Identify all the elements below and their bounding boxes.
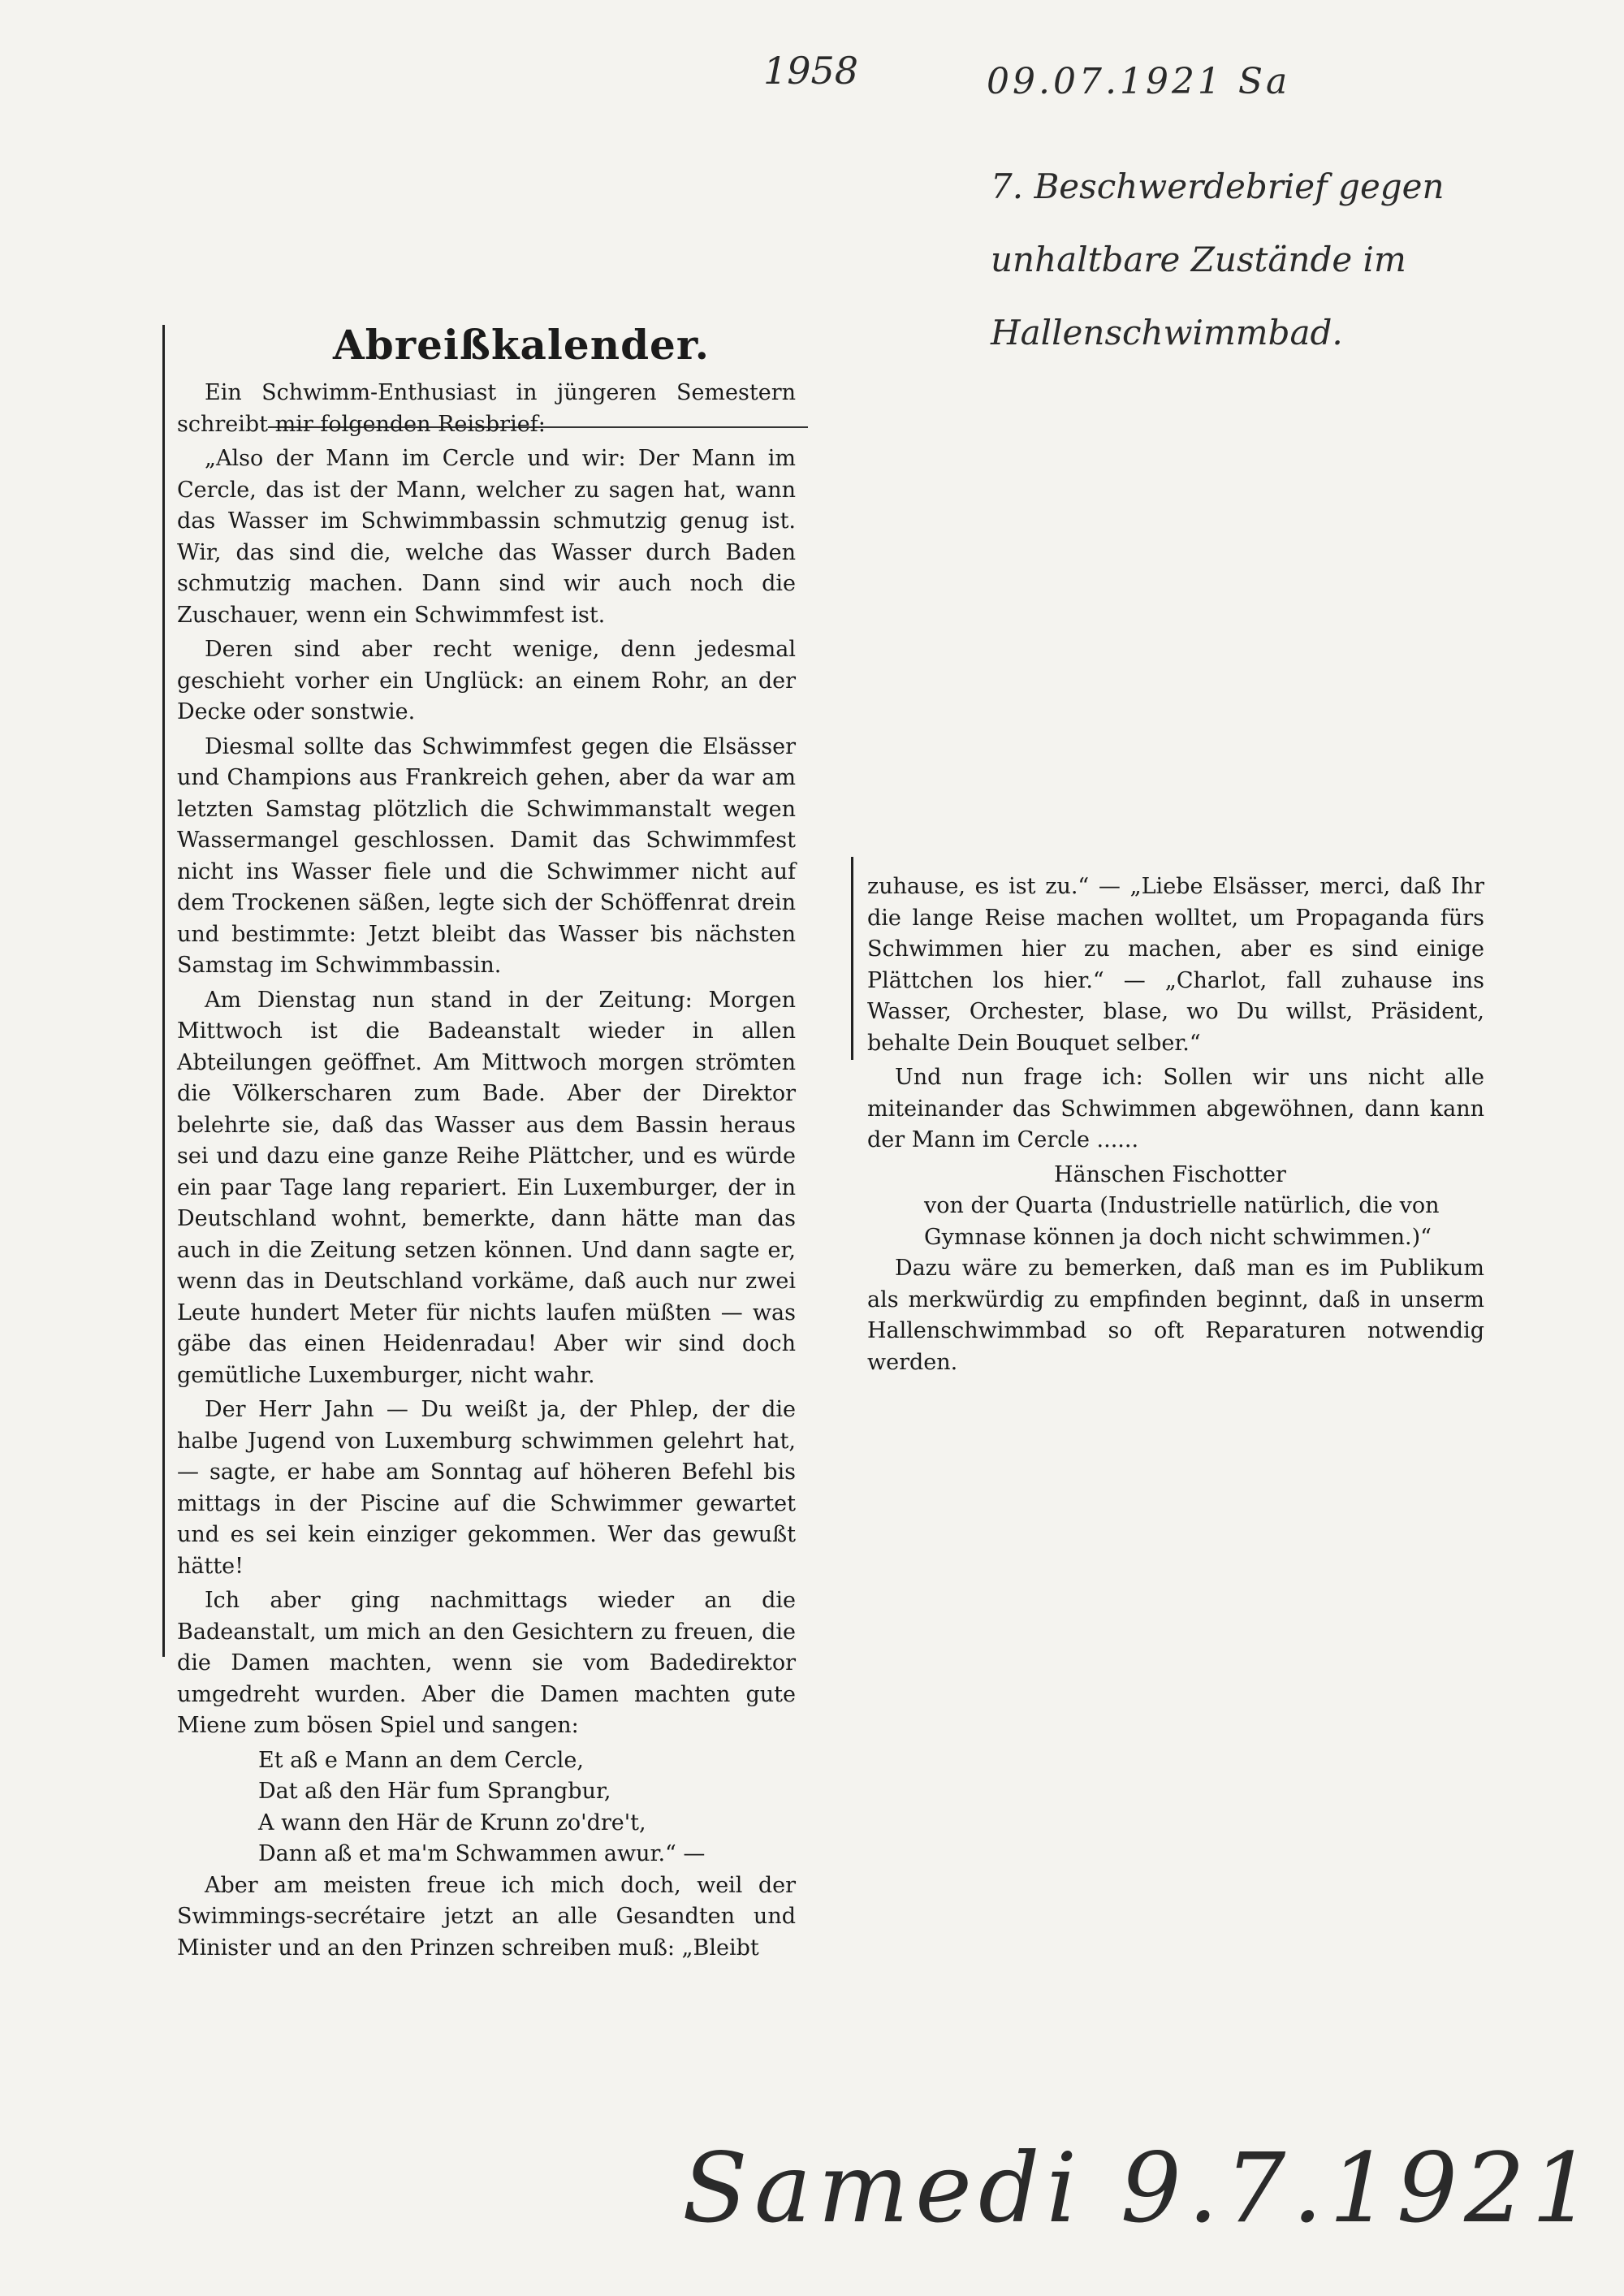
article-paragraph: Am Dienstag nun stand in der Zeitung: Morgen Mittwoch ist die Badeanstalt wieder in allen Abteilungen geöffnet. Am Mittwoch morgen strömten die Völkerscharen zum Bade. Aber der Direktor belehrte sie, daß das Wasser aus dem Bassin heraus sei und dazu eine ganze Reihe Plättcher, und es würde ein paar Tage lang repariert. Ein Luxemburger, der in Deutschland wohnt, bemerkte, dann hätte man das auch in die Zeitung setzen können. Und dann sagte er, wenn das in Deutschland vorkäme, daß auch nur zwei Leute hundert Meter für nichts laufen müßten — was gäbe das einen Heidenradau! Aber wir sind doch gemütliche Luxemburger, nicht wahr. [177,987,796,1388]
signature-block [867,1160,1484,1254]
handwritten-reference-number: 1958 [763,49,859,93]
clipping-left-border [162,325,165,1657]
verse-line: A wann den Här de Krunn zo'dre't, [258,1810,646,1836]
article-left-column [177,378,796,1967]
signature-name: Hänschen Fischotter [1054,1161,1286,1187]
verse-line: Et aß e Mann an dem Cercle, [258,1747,584,1773]
handwritten-footer-date: Samedi 9.7.1921 [682,2132,1600,2244]
verse-line: Dann aß et ma'm Schwammen awur.“ — [258,1841,706,1866]
signature-text: von der Quarta (Industrielle natürlich, die von Gymnase können ja doch nicht schwimmen.)“ [924,1193,1440,1250]
article-paragraph: Der Herr Jahn — Du weißt ja, der Phlep, der die halbe Jugend von Luxemburg schwimmen gelehrt hat, — sagte, er habe am Sonntag auf höheren Befehl bis mittags in der Piscine auf die Schwimmer gewartet und es sei kein einziger gekommen. Wer das gewußt hätte! [177,1397,796,1579]
handwritten-note [991,150,1608,370]
article-paragraph: Diesmal sollte das Schwimmfest gegen die Elsässer und Champions aus Frankreich gehen, aber da war am letzten Samstag plötzlich die Schwimmanstalt wegen Wassermangel geschlossen. Damit das Schwimmfest nicht ins Wasser fiele und die Schwimmer nicht auf dem Trockenen säßen, legte sich der Schöffenrat drein und bestimmte: Jetzt bleibt das Wasser bis nächsten Samstag im Schwimmbassin. [177,733,796,978]
article-paragraph: zuhause, es ist zu.“ — „Liebe Elsässer, merci, daß Ihr die lange Reise machen wolltet, um Propaganda fürs Schwimmen hier zu machen, aber es sind einige Plättchen los hier.“ — „Charlot, fall zuhause ins Wasser, Orchester, blase, wo Du willst, Präsident, behalte Dein Bouquet selber.“ [867,874,1484,1056]
article-paragraph: Und nun frage ich: Sollen wir uns nicht alle miteinander das Schwimmen abgewöhnen, dann kann der Mann im Cercle ...... [867,1065,1484,1152]
song-verse [177,1745,796,1870]
article-paragraph: „Also der Mann im Cercle und wir: Der Mann im Cercle, das ist der Mann, welcher zu sagen hat, wann das Wasser im Schwimmbassin schmutzig genug ist. Wir, das sind die, welche das Wasser durch Baden schmutzig machen. Dann sind wir auch noch die Zuschauer, wenn ein Schwimmfest ist. [177,446,796,628]
article-right-column [867,871,1484,1381]
article-paragraph: Deren sind aber recht wenige, denn jedesmal geschieht vorher ein Unglück: an einem Rohr, an der Decke oder sonstwie. [177,637,796,724]
handwritten-date: 09.07.1921 Sa [987,61,1291,102]
note-text: Beschwerdebrief gegen unhaltbare Zustände im Hallenschwimmbad. [991,166,1445,352]
editor-note: Dazu wäre zu bemerken, daß man es im Publikum als merkwürdig zu empfinden beginnt, daß in unserm Hallenschwimmbad so oft Reparaturen notwendig werden. [867,1256,1484,1375]
article-paragraph: Aber am meisten freue ich mich doch, weil der Swimmings-secrétaire jetzt an alle Gesandten und Minister und an den Prinzen schreiben muß: „Bleibt [177,1872,796,1961]
clipping-right-column-border [851,857,853,1060]
article-headline: Abreißkalender. [333,321,710,369]
verse-line: Dat aß den Här fum Sprangbur, [258,1779,611,1804]
note-number: 7. [991,166,1024,206]
article-paragraph: Ich aber ging nachmittags wieder an die Badeanstalt, um mich an den Gesichtern zu freuen, die die Damen machten, wenn sie vom Badedirektor umgedreht wurden. Aber die Damen machten gute Miene zum bösen Spiel und sangen: [177,1588,796,1738]
article-paragraph: Ein Schwimm-Enthusiast in jüngeren Semestern schreibt mir folgenden Reisbrief: [177,380,796,437]
